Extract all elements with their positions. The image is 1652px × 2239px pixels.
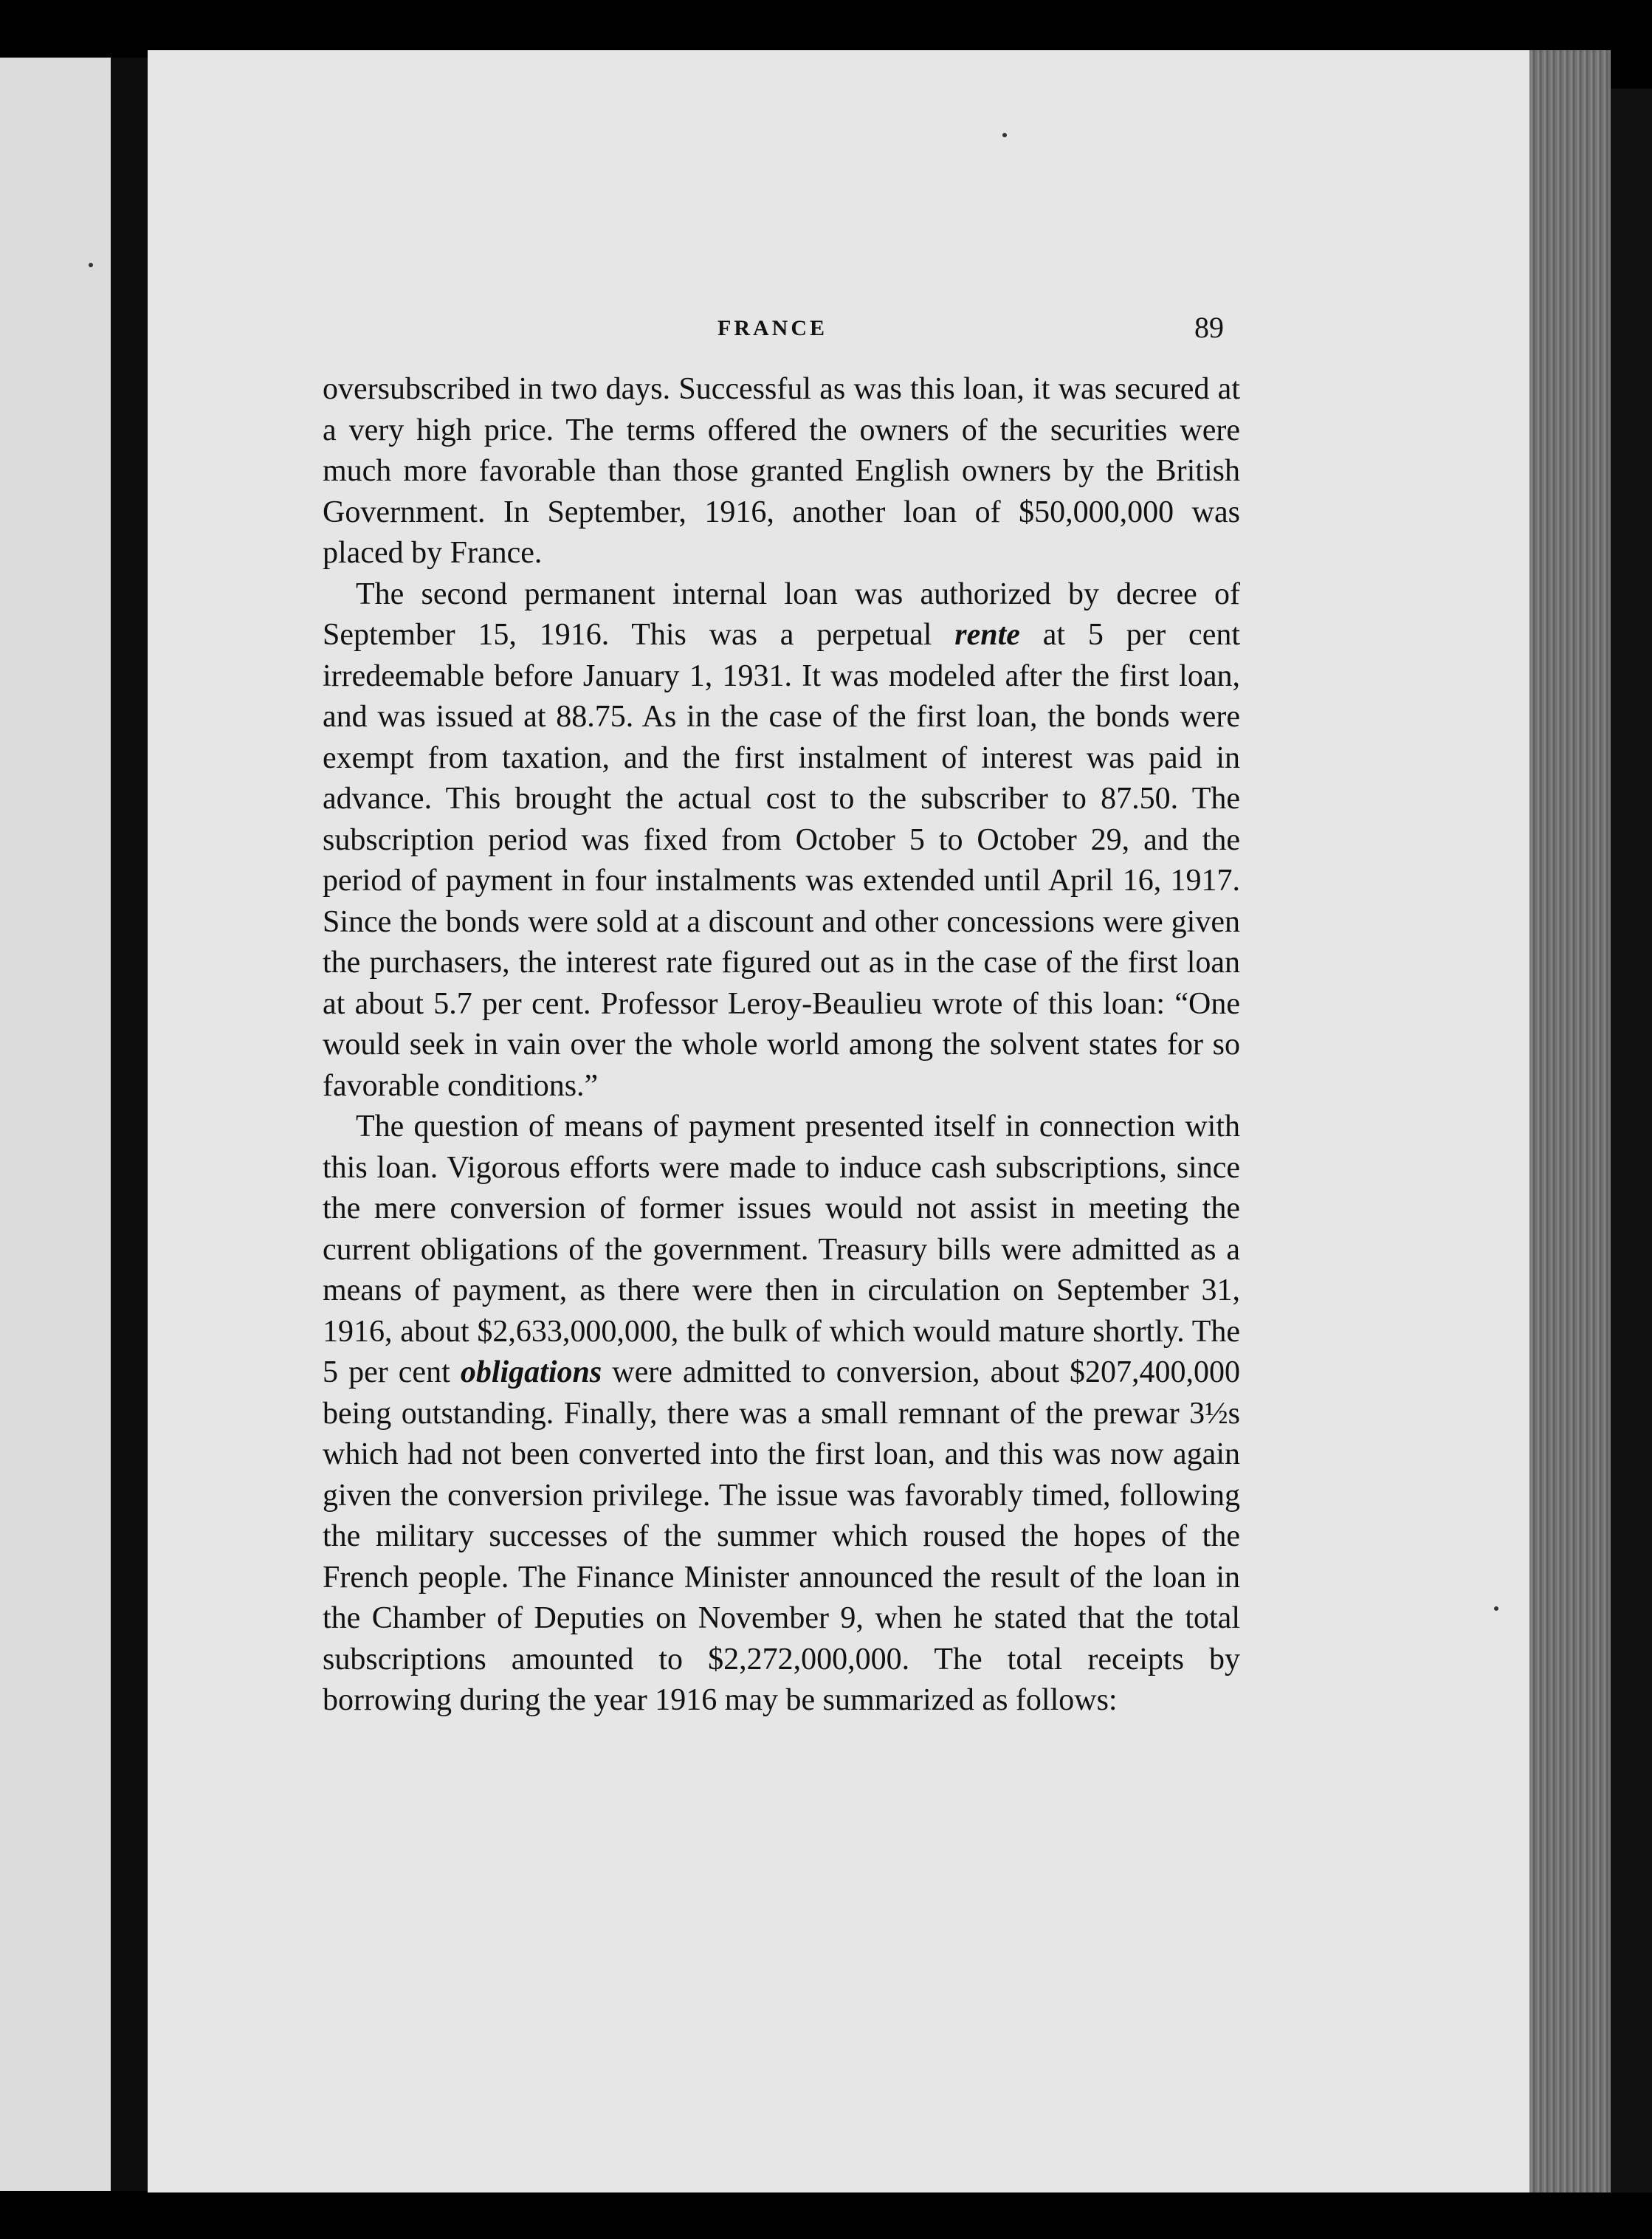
book-gutter	[111, 58, 148, 2191]
running-head: FRANCE	[717, 316, 827, 340]
paragraph-continued	[323, 369, 1240, 574]
speck-mark	[1494, 1606, 1498, 1611]
speck-mark	[1002, 133, 1007, 137]
page-header	[148, 310, 1529, 362]
paragraph-second-loan	[323, 574, 1240, 1107]
paragraph-means-of-payment	[323, 1107, 1240, 1722]
facing-page-edge	[0, 58, 111, 2191]
body-text	[323, 369, 1240, 1722]
paragraph-text: The second permanent internal loan was authorized by decree of September 15, 1916. This was a perpetual	[323, 577, 1240, 652]
page-number: 89	[1194, 311, 1224, 344]
book-cover-edge	[1611, 89, 1652, 2192]
italic-term: obligations	[460, 1355, 602, 1389]
paragraph-text: were admitted to conversion, about $207,400,000 being outstanding. Finally, there was a small remnant of the prewar 3½s which had not been converted into the first loan, and this was now again given the conversion privilege. The issue was favorably timed, following the military successes of the summer which roused the hopes of the French people. The Finance Minister announced the result of the loan in the Chamber of Deputies on November 9, when he stated that the total subscriptions amounted to $2,272,000,000. The total receipts by borrowing during the year 1916 may be summarized as follows:	[323, 1355, 1240, 1717]
paragraph-text: oversubscribed in two days. Successful as was this loan, it was secured at a very high price. The terms offered the owners of the securities were much more favorable than those granted English owners by the British Government. In September, 1916, another loan of $50,000,000 was placed by France.	[323, 372, 1240, 570]
italic-term: rente	[954, 618, 1020, 652]
paragraph-text: The question of means of payment presented itself in connection with this loan. Vigorous efforts were made to induce cash subscriptions, since the mere conversion of former issues would not assist in meeting the current obligations of the government. Treasury bills were admitted as a means of payment, as there were then in circulation on September 31, 1916, about $2,633,000,000, the bulk of which would mature shortly. The 5 per cent	[323, 1110, 1240, 1389]
paragraph-text: at 5 per cent irredeemable before January 1, 1931. It was modeled after the first loan, and was issued at 88.75. As in the case of the first loan, the bonds were exempt from taxation, and the first instalment of interest was paid in advance. This brought the actual cost to the subscriber to 87.50. The subscription period was fixed from October 5 to October 29, and the period of payment in four instalments was extended until April 16, 1917. Since the bonds were sold at a discount and other concessions were given the purchasers, the interest rate figured out as in the case of the first loan at about 5.7 per cent. Professor Leroy-Beaulieu wrote of this loan: “One would seek in vain over the whole world among the solvent states for so favorable conditions.”	[323, 618, 1240, 1103]
speck-mark	[89, 263, 93, 267]
page-stack-edge	[1529, 50, 1611, 2192]
